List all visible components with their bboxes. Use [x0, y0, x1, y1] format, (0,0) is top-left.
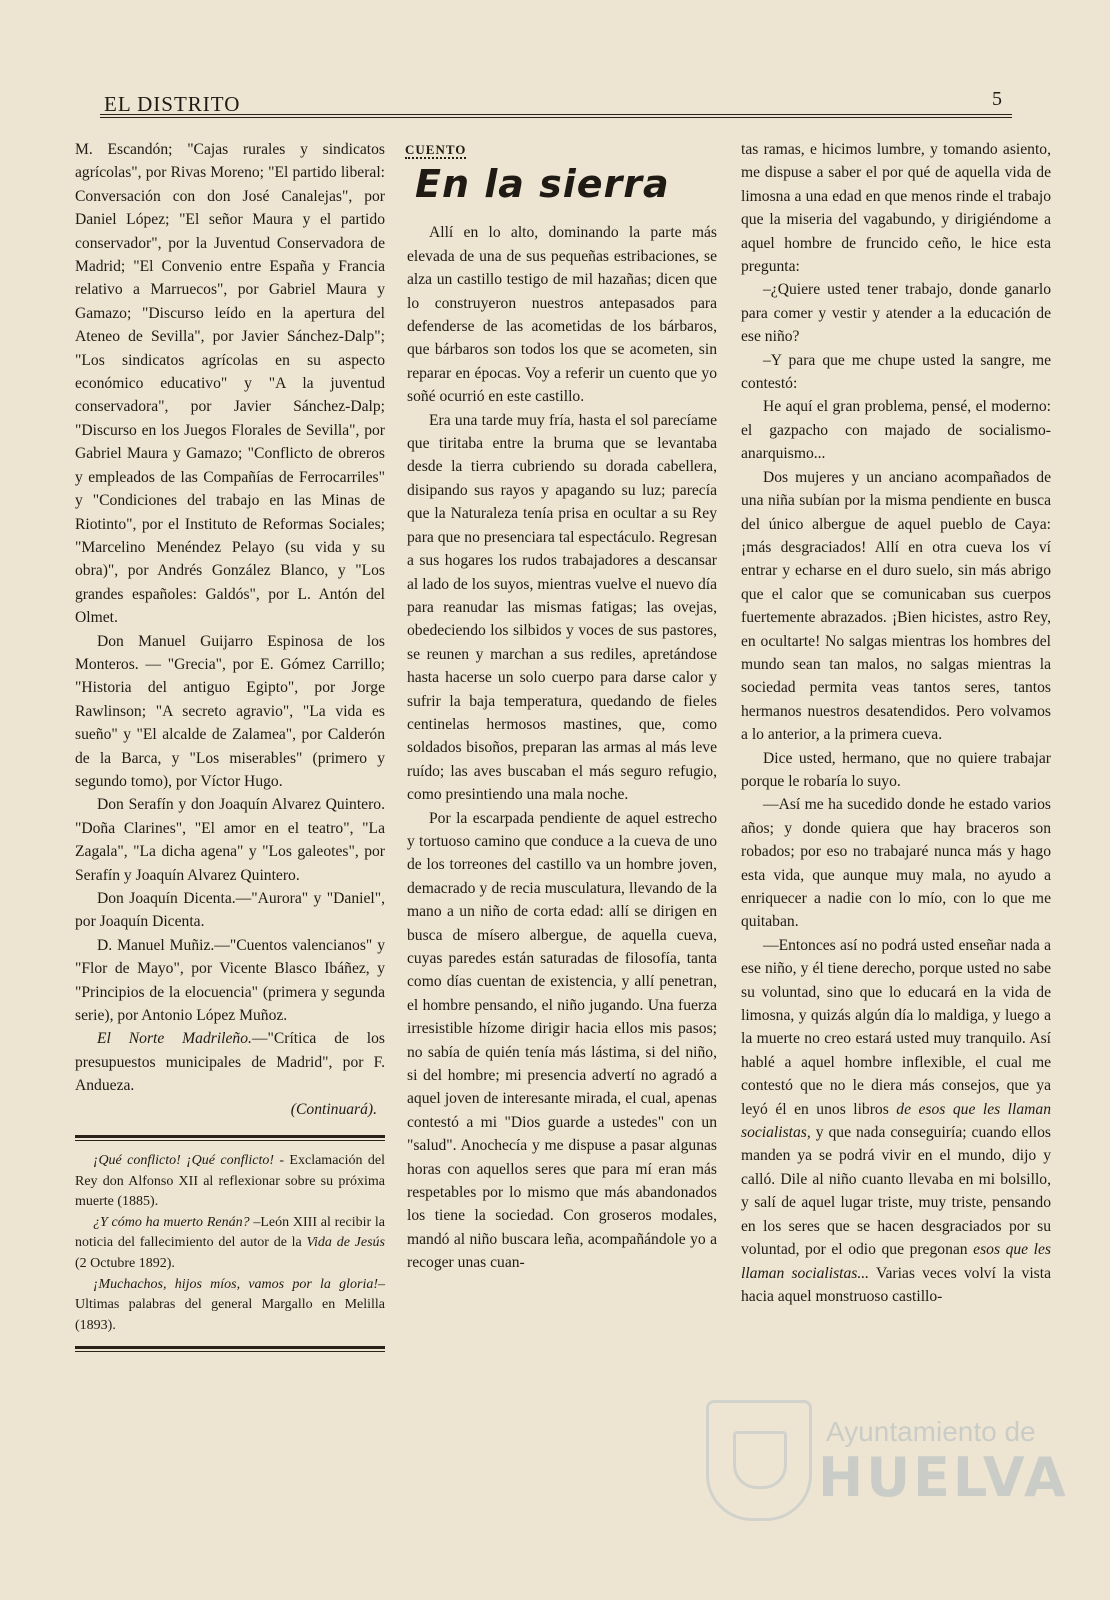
quote-text: ¿Y cómo ha muerto Renán? [93, 1214, 250, 1230]
quote-date: (2 Octubre 1892). [75, 1256, 175, 1272]
archive-watermark [706, 1400, 1069, 1520]
column-3 [741, 138, 1051, 1308]
continued-note: (Continuará). [290, 1100, 377, 1118]
quote-attribution: – Ultimas palabras del general Margallo en Melilla (1893). [75, 1276, 385, 1333]
quote-attribution: - Exclamación del Rey don Alfonso XII al reflexionar sobre su próxima muerte (1885). [75, 1153, 385, 1210]
paragraph-text: —Entonces así no podrá usted enseñar nada a ese niño, y él tiene derecho, porque usted no sabe su voluntad, sino que lo educará en la vida de limosna, y quizás algún día lo maldiga, y luego a la muerte no creo estará usted muy tranquilo. Así hablé a aquel hombre inflexible, el cual me contestó que no le diera más consejos, que ya leyó él en unos libros [741, 936, 1051, 1118]
paragraph: Allí en lo alto, dominando la parte más elevada de una de sus pequeñas estribaciones, se alza un castillo testigo de mil hazañas; dicen que lo construyeron nuestros antepasados para defenderse de las acometidas de los bárbaros, que bárbaros son todos los que se acometen, sin reparar en épocas. Voy a referir un cuento que yo soñé ocurrió en este castillo. [407, 224, 717, 406]
publication-name: El Norte Madrileño. [97, 1030, 252, 1048]
section-divider [75, 1135, 385, 1141]
quote-item [75, 1213, 385, 1275]
paragraph [741, 934, 1051, 1309]
italic-phrase: esos que les llaman socialistas... [741, 1241, 1051, 1282]
header-rule [100, 114, 1012, 118]
paragraph-text: y que nada conseguiría; cuando ellos manden ya se podrá vivir en el mundo, dijo y calló. Dile al niño cuanto llevaba en mi bolsillo, y salí de aquel lugar triste, muy triste, pensando en los seres que se hacen desgraciados por su voluntad, por el odio que pregonan [741, 1124, 1051, 1259]
paragraph: –Y para que me chupe usted la sangre, me contestó: [741, 351, 1051, 393]
paragraph: Era una tarde muy fría, hasta el sol parecíame que tiritaba entre la bruma que se levantaba desde la tierra cubriendo su dorada cabellera, disipando sus rayos y apagando su luz; parecía que la Naturaleza tenía prisa en ocultar a su Rey para que no presenciara tal espectáculo. Regresan a sus hogares los rudos trabajadores a descansar al lado de los suyos, mientras vuelve el nuevo día para reanudar las mismas fatigas; las ovejas, obedeciendo los silbidos y voces de sus pastores, se reunen y marchan a sus rediles, apretándose hasta hacerse un solo cuerpo para darse calor y sufrir la baja temperatura, quedando de fieles centinelas hermosos mastines, que, como soldados bisoños, preparan las armas al más leve ruído; las aves buscaban el más seguro refugio, como presintiendo una mala noche. [407, 411, 717, 804]
page-number: 5 [992, 88, 1002, 110]
column-1 [75, 138, 385, 1352]
masthead: EL DISTRITO [104, 92, 241, 116]
paragraph-text: Varias veces volví la vista hacia aquel monstruoso castillo- [741, 1264, 1051, 1305]
quote-text: ¡Qué conflicto! ¡Qué conflicto! [93, 1153, 274, 1169]
paragraph: –¿Quiere usted tener trabajo, donde ganarlo para comer y vestir y atender a la educación de ese niño? [741, 281, 1051, 346]
quote-item [75, 1151, 385, 1213]
page-header [100, 88, 1012, 116]
italic-phrase: de esos que les llaman socialistas, [741, 1100, 1051, 1142]
section-divider [75, 1346, 385, 1352]
quote-attribution: –León XIII al recibir la noticia del fallecimiento del autor de la [75, 1214, 385, 1251]
paragraph: He aquí el gran problema, pensé, el moderno: el gazpacho con majado de socialismo-anarquismo... [741, 398, 1051, 463]
paragraph: —Así me ha sucedido donde he estado varios años; y donde quiera que hay braceros son robados; por eso no trabajaré nunca más y hago esta vida, que aunque muy mala, no ayudo a enriquecer a nadie con lo mío, con lo que me quitaban. [741, 796, 1051, 931]
quotes-box [75, 1151, 385, 1336]
paragraph: D. Manuel Muñiz.—"Cuentos valencianos" y "Flor de Mayo", por Vicente Blasco Ibáñez, y "Principios de la elocuencia" (primera y segunda serie), por Antonio López Muñoz. [75, 936, 385, 1025]
quote-item [75, 1275, 385, 1337]
paragraph [75, 1027, 385, 1097]
paragraph: Por la escarpada pendiente de aquel estrecho y tortuoso camino que conduce a la cueva de uno de los torreones del castillo va un hombre joven, demacrado y de recia musculatura, llevando de la mano a un niño de corta edad: allí se dirigen en busca de mísero albergue, de aquella cueva, cuyas paredes están saturadas de filosofía, tanta como días cuentan de existencia, y allí penetran, el hombre pensando, el niño jugando. Una fuerza irresistible hízome dirigir hacia ellos mis pasos; no sabía de quién tenía más lástima, si del niño, si del hombre; mi presencia advertí no agradó a aquel joven de interesante mirada, el cual, apenas contestó a mi "Dios guarde a ustedes" con un "salud". Anochecía y me dispuse a pasar algunas horas con aquellos seres que para mí eran más respetables por lo mismo que más abandonados los tiene la sociedad. Con groseros modales, mandó al niño buscara leña, acompañándole yo a recoger unas cuan- [407, 809, 717, 1272]
watermark-line-1: Ayuntamiento de [826, 1416, 1036, 1447]
paragraph-text: —"Crítica de los presupuestos municipales de Madrid", por F. Andueza. [75, 1030, 386, 1095]
paragraph: Dice usted, hermano, que no quiere trabajar porque le robaría lo suyo. [741, 749, 1051, 790]
paragraph: Don Joaquín Dicenta.—"Aurora" y "Daniel", por Joaquín Dicenta. [75, 890, 385, 931]
paragraph: M. Escandón; "Cajas rurales y sindicatos agrícolas", por Rivas Moreno; "El partido liberal: Conversación con don José Canalejas", por Daniel López; "El señor Maura y el partido conservador", por la Juventud Conservadora de Madrid; "El Convenio entre España y Francia relativo a Marruecos", por Gabriel Maura y Gamazo; "Discurso leído en la apertura del Ateneo de Sevilla", por Javier Sánchez-Dalp"; "Los sindicatos agrícolas en su aspecto económico educativo" y "A la juventud conservadora", por Javier Sánchez-Dalp; "Discurso en los Juegos Florales de Sevilla", por Gabriel Maura y Gamazo; "Conflicto de obreros y empleados de las Compañías de Ferrocarriles" y "Condiciones del trabajo en las Minas de Riotinto", por el Instituto de Reformas Sociales; "Marcelino Menéndez Pelayo (su vida y su obra)", por Andrés González Blanco, y "Los grandes españoles: Galdós", por L. Antón del Olmet. [75, 141, 385, 627]
quote-text: ¡Muchachos, hijos míos, vamos por la gloria! [93, 1276, 378, 1292]
crest-icon [706, 1400, 812, 1521]
column-2 [407, 138, 717, 1275]
paragraph: Dos mujeres y un anciano acompañados de una niña subían por la misma pendiente en busca del único albergue de aquel pueblo de Caya: ¡más desgraciados! Allí en otra cueva los ví entrar y echarse en el duro suelo, sin más abrigo que el calor que se comunicaban sus cuerpos fuertemente abrazados. ¡Bien hicistes, astro Rey, en ocultarte! No salgas mientras los hombres del mundo sean tan malos, no salgas mientras la sociedad permita veas tantos seres, tantos hermanos nuestros desatendidos. Pero volvamos a lo anterior, a la primera cueva. [741, 468, 1051, 744]
story-kicker: CUENTO [405, 142, 467, 157]
paragraph: Don Serafín y don Joaquín Alvarez Quintero. "Doña Clarines", "El amor en el teatro", "La Zagala", "La dicha agena" y "Los galeotes", por Serafín y Joaquín Alvarez Quintero. [75, 796, 385, 884]
story-title: En la sierra [415, 162, 670, 207]
paragraph: tas ramas, e hicimos lumbre, y tomando asiento, me dispuse a saber el por qué de aquella vida de limosna a una edad en que menos rinde el trabajo que la miseria del vagabundo, y dirigiéndome a aquel hombre de fruncido ceño, le hice esta pregunta: [741, 141, 1051, 276]
paragraph: Don Manuel Guijarro Espinosa de los Monteros. — "Grecia", por E. Gómez Carrillo; "Historia del antiguo Egipto", por Jorge Rawlinson; "A secreto agravio", "La vida es sueño" y "El alcalde de Zalamea", por Calderón de la Barca, y "Los miserables" (primero y segundo tomo), por Víctor Hugo. [75, 632, 385, 790]
watermark-line-2: HUELVA [818, 1446, 1069, 1509]
book-title: Vida de Jesús [306, 1235, 385, 1251]
